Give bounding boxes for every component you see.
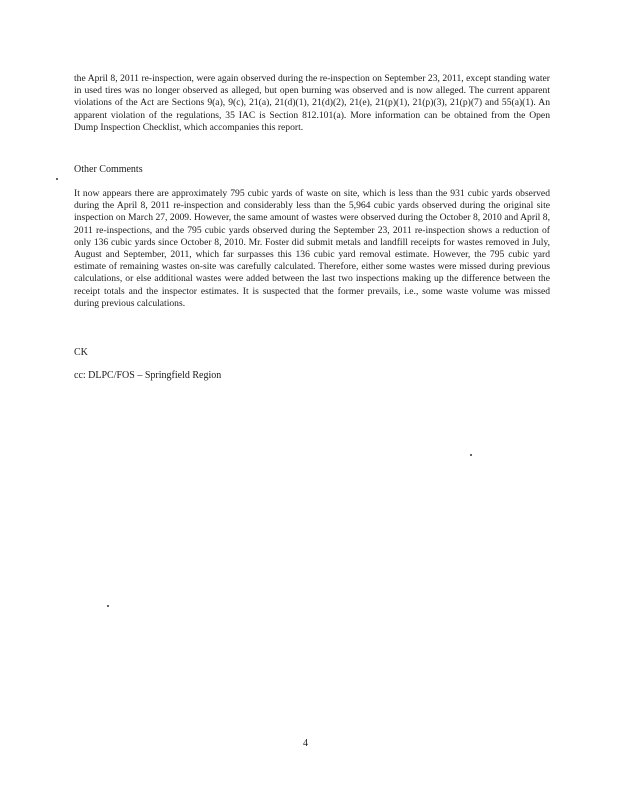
cc-line: cc: DLPC/FOS – Springfield Region xyxy=(74,370,222,381)
body-paragraph-violations: the April 8, 2011 re-inspection, were again observed during the re-inspection on September 23, 2011, except standing water in used tires was no longer observed as alleged, but open burning was observed and is now alleged. The current apparent violations of the Act are Sections 9(a), 9(c), 21(a), 21(d)(1), 21(d)(2), 21(e), 21(p)(1), 21(p)(3), 21(p)(7) and 55(a)(1). An apparent violation of the regulations, 35 IAC is Section 812.101(a). More information can be obtained from the Open Dump Inspection Checklist, which accompanies this report. xyxy=(74,73,550,133)
scan-speck xyxy=(56,178,58,180)
scan-speck xyxy=(107,605,109,607)
page-number: 4 xyxy=(303,738,308,749)
section-heading-other-comments: Other Comments xyxy=(74,164,143,175)
author-initials: CK xyxy=(74,347,88,358)
body-paragraph-other-comments: It now appears there are approximately 795 cubic yards of waste on site, which is less than the 931 cubic yards observed during the April 8, 2011 re-inspection and considerably less than the 5,964 cubic yards observed during the original site inspection on March 27, 2009. However, the same amount of wastes were observed during the October 8, 2010 and April 8, 2011 re-inspections, and the 795 cubic yards observed during the September 23, 2011 re-inspection shows a reduction of only 136 cubic yards since October 8, 2010. Mr. Foster did submit metals and landfill receipts for wastes removed in July, August and September, 2011, which far surpasses this 136 cubic yard removal estimate. However, the 795 cubic yard estimate of remaining wastes on-site was carefully calculated. Therefore, either some wastes were missed during previous calculations, or else additional wastes were added between the last two inspections making up the difference between the receipt totals and the inspector estimates. It is suspected that the former prevails, i.e., some waste volume was missed during previous calculations. xyxy=(74,188,550,309)
scan-speck xyxy=(470,454,472,456)
